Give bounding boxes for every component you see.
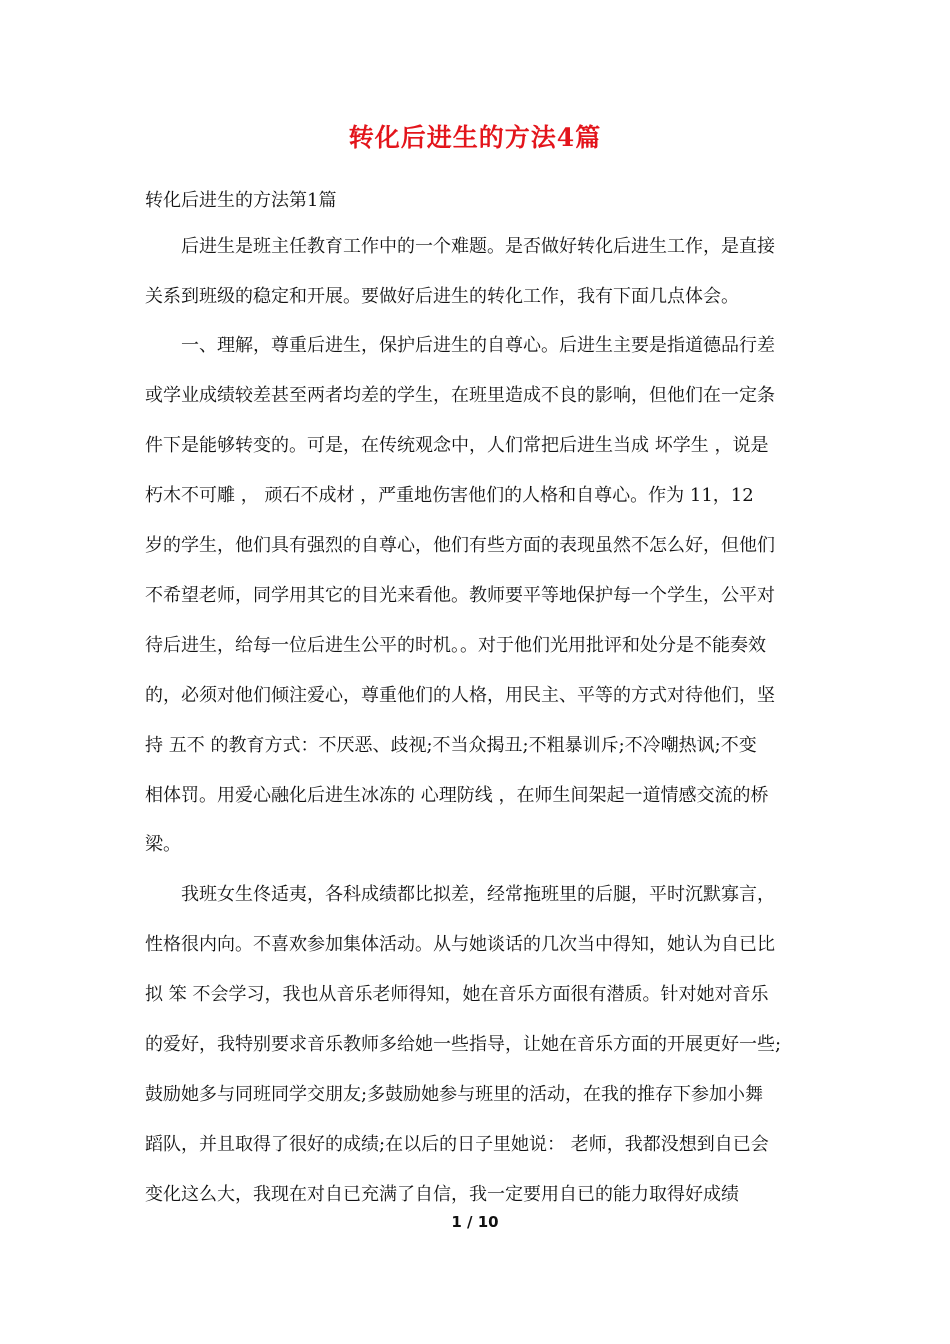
text-line: 的爱好，我特别要求音乐教师多给她一些指导，让她在音乐方面的开展更好一些; bbox=[145, 1034, 782, 1055]
text-line: 鼓励她多与同班同学交朋友;多鼓励她参与班里的活动，在我的推存下参加小舞 bbox=[145, 1084, 764, 1105]
text-line: 持 五不 的教育方式：不厌恶、歧视;不当众揭丑;不粗暴训斥;不冷嘲热讽;不变 bbox=[145, 735, 757, 756]
text-line: 的，必须对他们倾注爱心，尊重他们的人格，用民主、平等的方式对待他们，坚 bbox=[145, 685, 775, 706]
text-line: 蹈队，并且取得了很好的成绩;在以后的日子里她说： 老师，我都没想到自已会 bbox=[145, 1134, 769, 1155]
text-line: 岁的学生，他们具有强烈的自尊心，他们有些方面的表现虽然不怎么好，但他们 bbox=[145, 535, 775, 556]
text-line: 拟 笨 不会学习，我也从音乐老师得知，她在音乐方面很有潜质。针对她对音乐 bbox=[145, 984, 769, 1005]
document-title: 转化后进生的方法4篇 bbox=[348, 123, 602, 152]
text-line: 不希望老师，同学用其它的目光来看他。教师要平等地保护每一个学生，公平对 bbox=[145, 585, 775, 606]
text-line: 相体罚。用爱心融化后进生冰冻的 心理防线 ，在师生间架起一道情感交流的桥 bbox=[145, 785, 769, 806]
page-number: 1 / 10 bbox=[451, 1213, 499, 1231]
text-line: 待后进生，给每一位后进生公平的时机。。对于他们光用批评和处分是不能奏效 bbox=[145, 635, 766, 656]
text-line: 性格很内向。不喜欢参加集体活动。从与她谈话的几次当中得知，她认为自已比 bbox=[145, 934, 775, 955]
section-heading: 转化后进生的方法第1篇 bbox=[145, 190, 337, 211]
text-line: 朽木不可雕 ， 顽石不成材 ，严重地伤害他们的人格和自尊心。作为 11，12 bbox=[145, 485, 754, 506]
text-line: 一、理解，尊重后进生，保护后进生的自尊心。后进生主要是指道德品行差 bbox=[145, 335, 775, 356]
text-line: 变化这么大，我现在对自已充满了自信，我一定要用自已的能力取得好成绩 bbox=[145, 1184, 739, 1205]
text-line: 后进生是班主任教育工作中的一个难题。是否做好转化后进生工作，是直接 bbox=[145, 236, 775, 257]
text-line: 关系到班级的稳定和开展。要做好后进生的转化工作，我有下面几点体会。 bbox=[145, 286, 739, 307]
text-line: 或学业成绩较差甚至两者均差的学生，在班里造成不良的影响，但他们在一定条 bbox=[145, 385, 775, 406]
text-line: 梁。 bbox=[145, 834, 181, 855]
text-line: 我班女生佟适夷，各科成绩都比拟差，经常拖班里的后腿，平时沉默寡言， bbox=[145, 884, 775, 905]
text-line: 件下是能够转变的。可是，在传统观念中，人们常把后进生当成 坏学生 ，说是 bbox=[145, 435, 769, 456]
